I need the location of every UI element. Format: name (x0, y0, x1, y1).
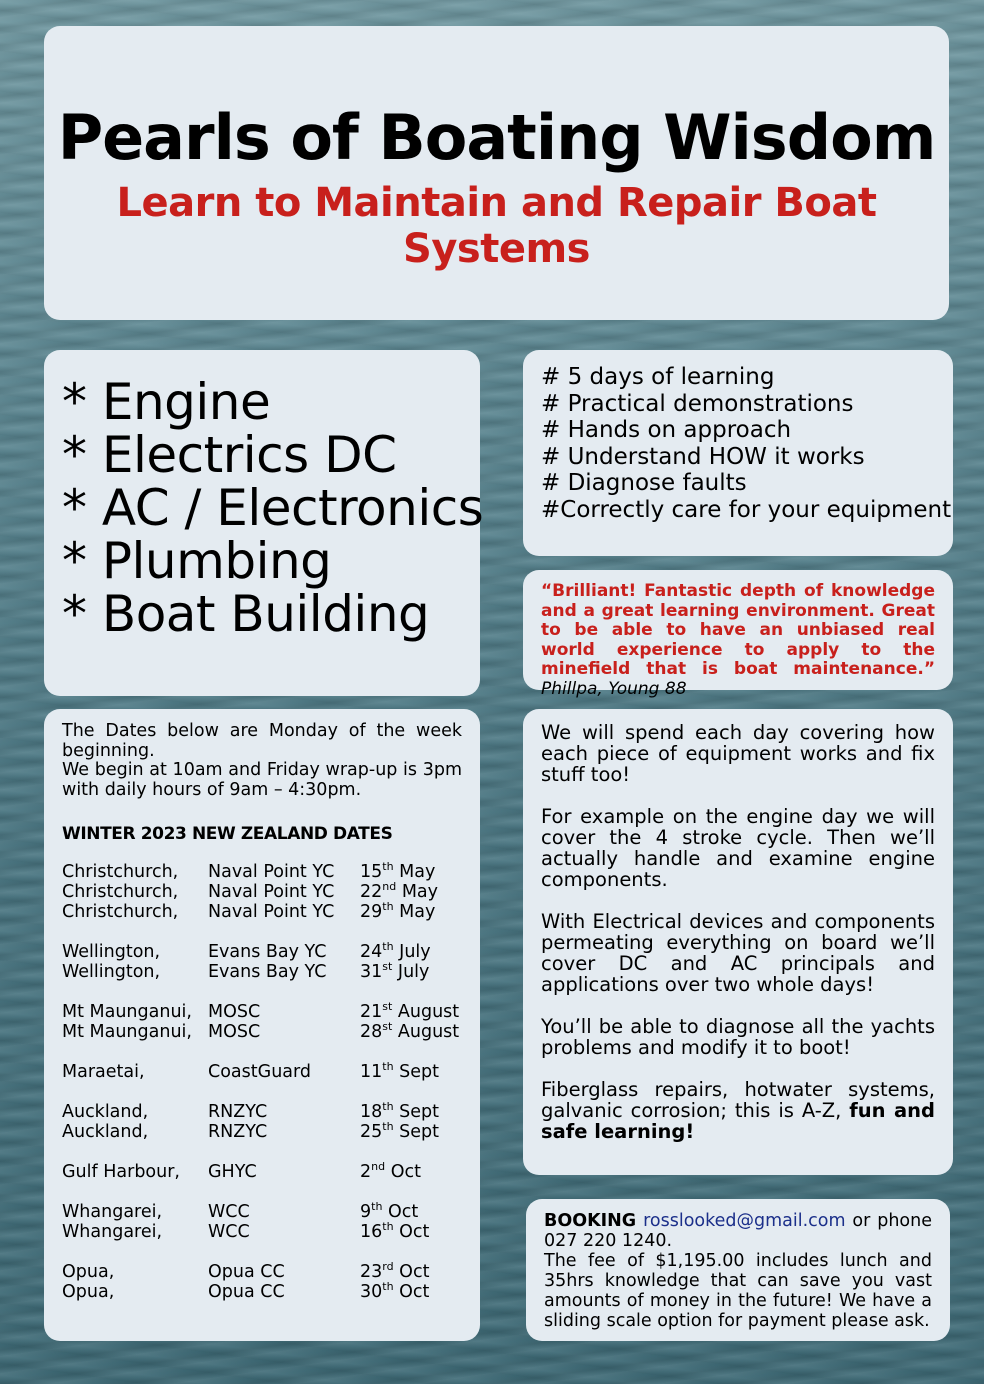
description-paragraph: For example on the engine day we will cover the 4 stroke cycle. Then we’ll actually handle and examine engine components. (541, 805, 935, 891)
date-month: Oct (399, 1282, 430, 1302)
date-row (62, 1022, 462, 1042)
date-row (62, 1282, 462, 1302)
date-list (62, 862, 462, 1302)
date-value (360, 1282, 462, 1302)
date-venue: WCC (208, 1202, 250, 1222)
date-day: 16 (360, 1222, 383, 1242)
date-city: Maraetai, (62, 1062, 145, 1082)
description-text: Fiberglass repairs, hotwater systems, galvanic corrosion; this is A-Z, (541, 1078, 935, 1122)
date-venue: Naval Point YC (208, 882, 335, 902)
booking-fee: The fee of $1,195.00 includes lunch and 35hrs knowledge that can save you vast amounts of money in the future! We have a sliding scale option for payment please ask. (544, 1251, 932, 1331)
feature-item: # Diagnose faults (541, 470, 747, 496)
date-day: 22 (360, 882, 383, 902)
date-value (360, 962, 462, 982)
topic-item: * Plumbing (62, 532, 332, 590)
date-city: Christchurch, (62, 862, 179, 882)
date-suffix: th (382, 1100, 394, 1114)
date-suffix: th (382, 1060, 394, 1074)
date-day: 31 (360, 962, 383, 982)
date-group-spacer (62, 982, 462, 1002)
feature-item: # 5 days of learning (541, 364, 775, 390)
date-suffix: th (382, 1220, 394, 1234)
date-value (360, 862, 462, 882)
date-row (62, 1122, 462, 1142)
feature-item: #Correctly care for your equipment (541, 496, 952, 523)
date-month: Sept (399, 1062, 440, 1082)
date-suffix: nd (371, 1160, 386, 1174)
topics-panel (44, 350, 484, 696)
date-venue: RNZYC (208, 1102, 268, 1122)
date-suffix: th (371, 1200, 383, 1214)
topic-item: * Electrics DC (62, 426, 397, 484)
date-city: Auckland, (62, 1102, 149, 1122)
feature-item: # Hands on approach (541, 417, 792, 443)
date-suffix: st (382, 1020, 393, 1034)
date-value (360, 1062, 462, 1082)
date-day: 23 (360, 1262, 383, 1282)
topic-item: * AC / Electronics (62, 479, 484, 537)
date-month: May (399, 902, 436, 922)
date-city: Mt Maunganui, (62, 1022, 192, 1042)
dates-panel (44, 709, 480, 1341)
date-suffix: st (382, 1000, 393, 1014)
date-city: Whangarei, (62, 1222, 163, 1242)
date-month: July (399, 942, 431, 962)
date-value (360, 882, 462, 902)
date-suffix: th (382, 940, 394, 954)
date-city: Whangarei, (62, 1202, 163, 1222)
date-value (360, 1202, 462, 1222)
date-day: 11 (360, 1062, 383, 1082)
date-row (62, 1002, 462, 1022)
date-day: 15 (360, 862, 383, 882)
date-suffix: th (382, 860, 394, 874)
testimonial-panel (523, 570, 953, 699)
date-month: Sept (399, 1122, 440, 1142)
description-paragraph: We will spend each day covering how each piece of equipment works and fix stuff too! (541, 721, 935, 786)
page-subtitle: Learn to Maintain and Repair Boat Systems (116, 180, 877, 273)
booking-panel (526, 1199, 950, 1341)
date-suffix: st (382, 960, 393, 974)
topic-item: * Engine (62, 373, 271, 431)
dates-heading: WINTER 2023 NEW ZEALAND DATES (62, 824, 393, 844)
date-city: Gulf Harbour, (62, 1162, 180, 1182)
date-row (62, 1162, 462, 1182)
description-paragraph: You’ll be able to diagnose all the yachts problems and modify it to boot! (541, 1015, 935, 1059)
date-month: Sept (399, 1102, 440, 1122)
date-suffix: th (382, 1120, 394, 1134)
date-venue: Naval Point YC (208, 902, 335, 922)
date-row (62, 1062, 462, 1082)
date-city: Opua, (62, 1262, 115, 1282)
date-venue: MOSC (208, 1022, 261, 1042)
date-row (62, 902, 462, 922)
date-group-spacer (62, 1142, 462, 1162)
date-city: Auckland, (62, 1122, 149, 1142)
date-day: 21 (360, 1002, 383, 1022)
description-paragraph (541, 1079, 935, 1142)
testimonial (541, 582, 935, 699)
date-group-spacer (62, 1182, 462, 1202)
date-row (62, 1222, 462, 1242)
booking-label: BOOKING (544, 1211, 637, 1231)
date-month: July (397, 962, 430, 982)
booking-email-link[interactable]: rosslooked@gmail.com (643, 1211, 846, 1231)
date-month: Oct (399, 1222, 430, 1242)
date-city: Christchurch, (62, 902, 179, 922)
date-month: August (397, 1002, 460, 1022)
date-month: May (401, 882, 439, 902)
date-venue: CoastGuard (208, 1062, 312, 1082)
title-panel (44, 26, 949, 320)
date-group-spacer (62, 922, 462, 942)
date-row (62, 862, 462, 882)
date-row (62, 1202, 462, 1222)
description-panel (523, 709, 953, 1175)
dates-hours: We begin at 10am and Friday wrap-up is 3pm with daily hours of 9am – 4:30pm. (62, 760, 462, 800)
date-city: Wellington, (62, 942, 161, 962)
date-city: Wellington, (62, 962, 161, 982)
date-value (360, 1102, 462, 1122)
page-title: Pearls of Boating Wisdom (57, 101, 936, 174)
date-value (360, 1002, 462, 1022)
feature-item: # Understand HOW it works (541, 443, 865, 470)
date-row (62, 962, 462, 982)
date-row (62, 1262, 462, 1282)
dates-intro: The Dates below are Monday of the week beginning. (62, 721, 462, 761)
testimonial-quote: “Brilliant! Fantastic depth of knowledge and a great learning environment. Great to be able to have an unbiased real world experience to apply to the minefield that is boat maintenance.” (541, 581, 935, 679)
date-group-spacer (62, 1242, 462, 1262)
date-month: May (399, 862, 436, 882)
date-day: 18 (360, 1102, 383, 1122)
date-row (62, 882, 462, 902)
date-venue: Evans Bay YC (208, 962, 327, 982)
date-value (360, 1162, 462, 1182)
booking-contact (544, 1211, 932, 1251)
date-venue: RNZYC (208, 1122, 268, 1142)
testimonial-author: Phillpa, Young 88 (541, 678, 687, 699)
date-day: 9 (360, 1202, 372, 1222)
date-venue: GHYC (208, 1162, 257, 1182)
date-city: Mt Maunganui, (62, 1002, 192, 1022)
date-row (62, 942, 462, 962)
date-venue: Evans Bay YC (208, 942, 327, 962)
date-value (360, 1022, 462, 1042)
date-suffix: th (382, 900, 394, 914)
date-day: 25 (360, 1122, 383, 1142)
date-venue: Opua CC (208, 1282, 285, 1302)
feature-item: # Practical demonstrations (541, 390, 854, 417)
date-day: 28 (360, 1022, 383, 1042)
date-group-spacer (62, 1082, 462, 1102)
booking-phone: or phone 027 220 1240. (544, 1211, 932, 1251)
features-panel (523, 350, 953, 556)
date-value (360, 1122, 462, 1142)
date-month: Oct (388, 1202, 419, 1222)
date-suffix: rd (382, 1260, 394, 1274)
date-month: Oct (390, 1162, 421, 1182)
date-day: 2 (360, 1162, 372, 1182)
date-venue: WCC (208, 1222, 250, 1242)
date-venue: Opua CC (208, 1262, 285, 1282)
date-day: 30 (360, 1282, 383, 1302)
date-value (360, 942, 462, 962)
date-month: August (397, 1022, 460, 1042)
date-value (360, 1262, 462, 1282)
date-day: 24 (360, 942, 383, 962)
date-venue: MOSC (208, 1002, 261, 1022)
date-day: 29 (360, 902, 383, 922)
date-value (360, 902, 462, 922)
topic-item: * Boat Building (62, 585, 430, 643)
date-suffix: nd (382, 880, 397, 894)
date-month: Oct (399, 1262, 430, 1282)
date-venue: Naval Point YC (208, 862, 335, 882)
date-city: Opua, (62, 1282, 115, 1302)
date-city: Christchurch, (62, 882, 179, 902)
description-emphasis: fun and safe learning! (541, 1099, 936, 1143)
description-paragraph: With Electrical devices and components permeating everything on board we’ll cover DC and AC principals and applications over two whole days! (541, 910, 935, 996)
date-value (360, 1222, 462, 1242)
date-suffix: th (382, 1280, 394, 1294)
date-group-spacer (62, 1042, 462, 1062)
date-row (62, 1102, 462, 1122)
